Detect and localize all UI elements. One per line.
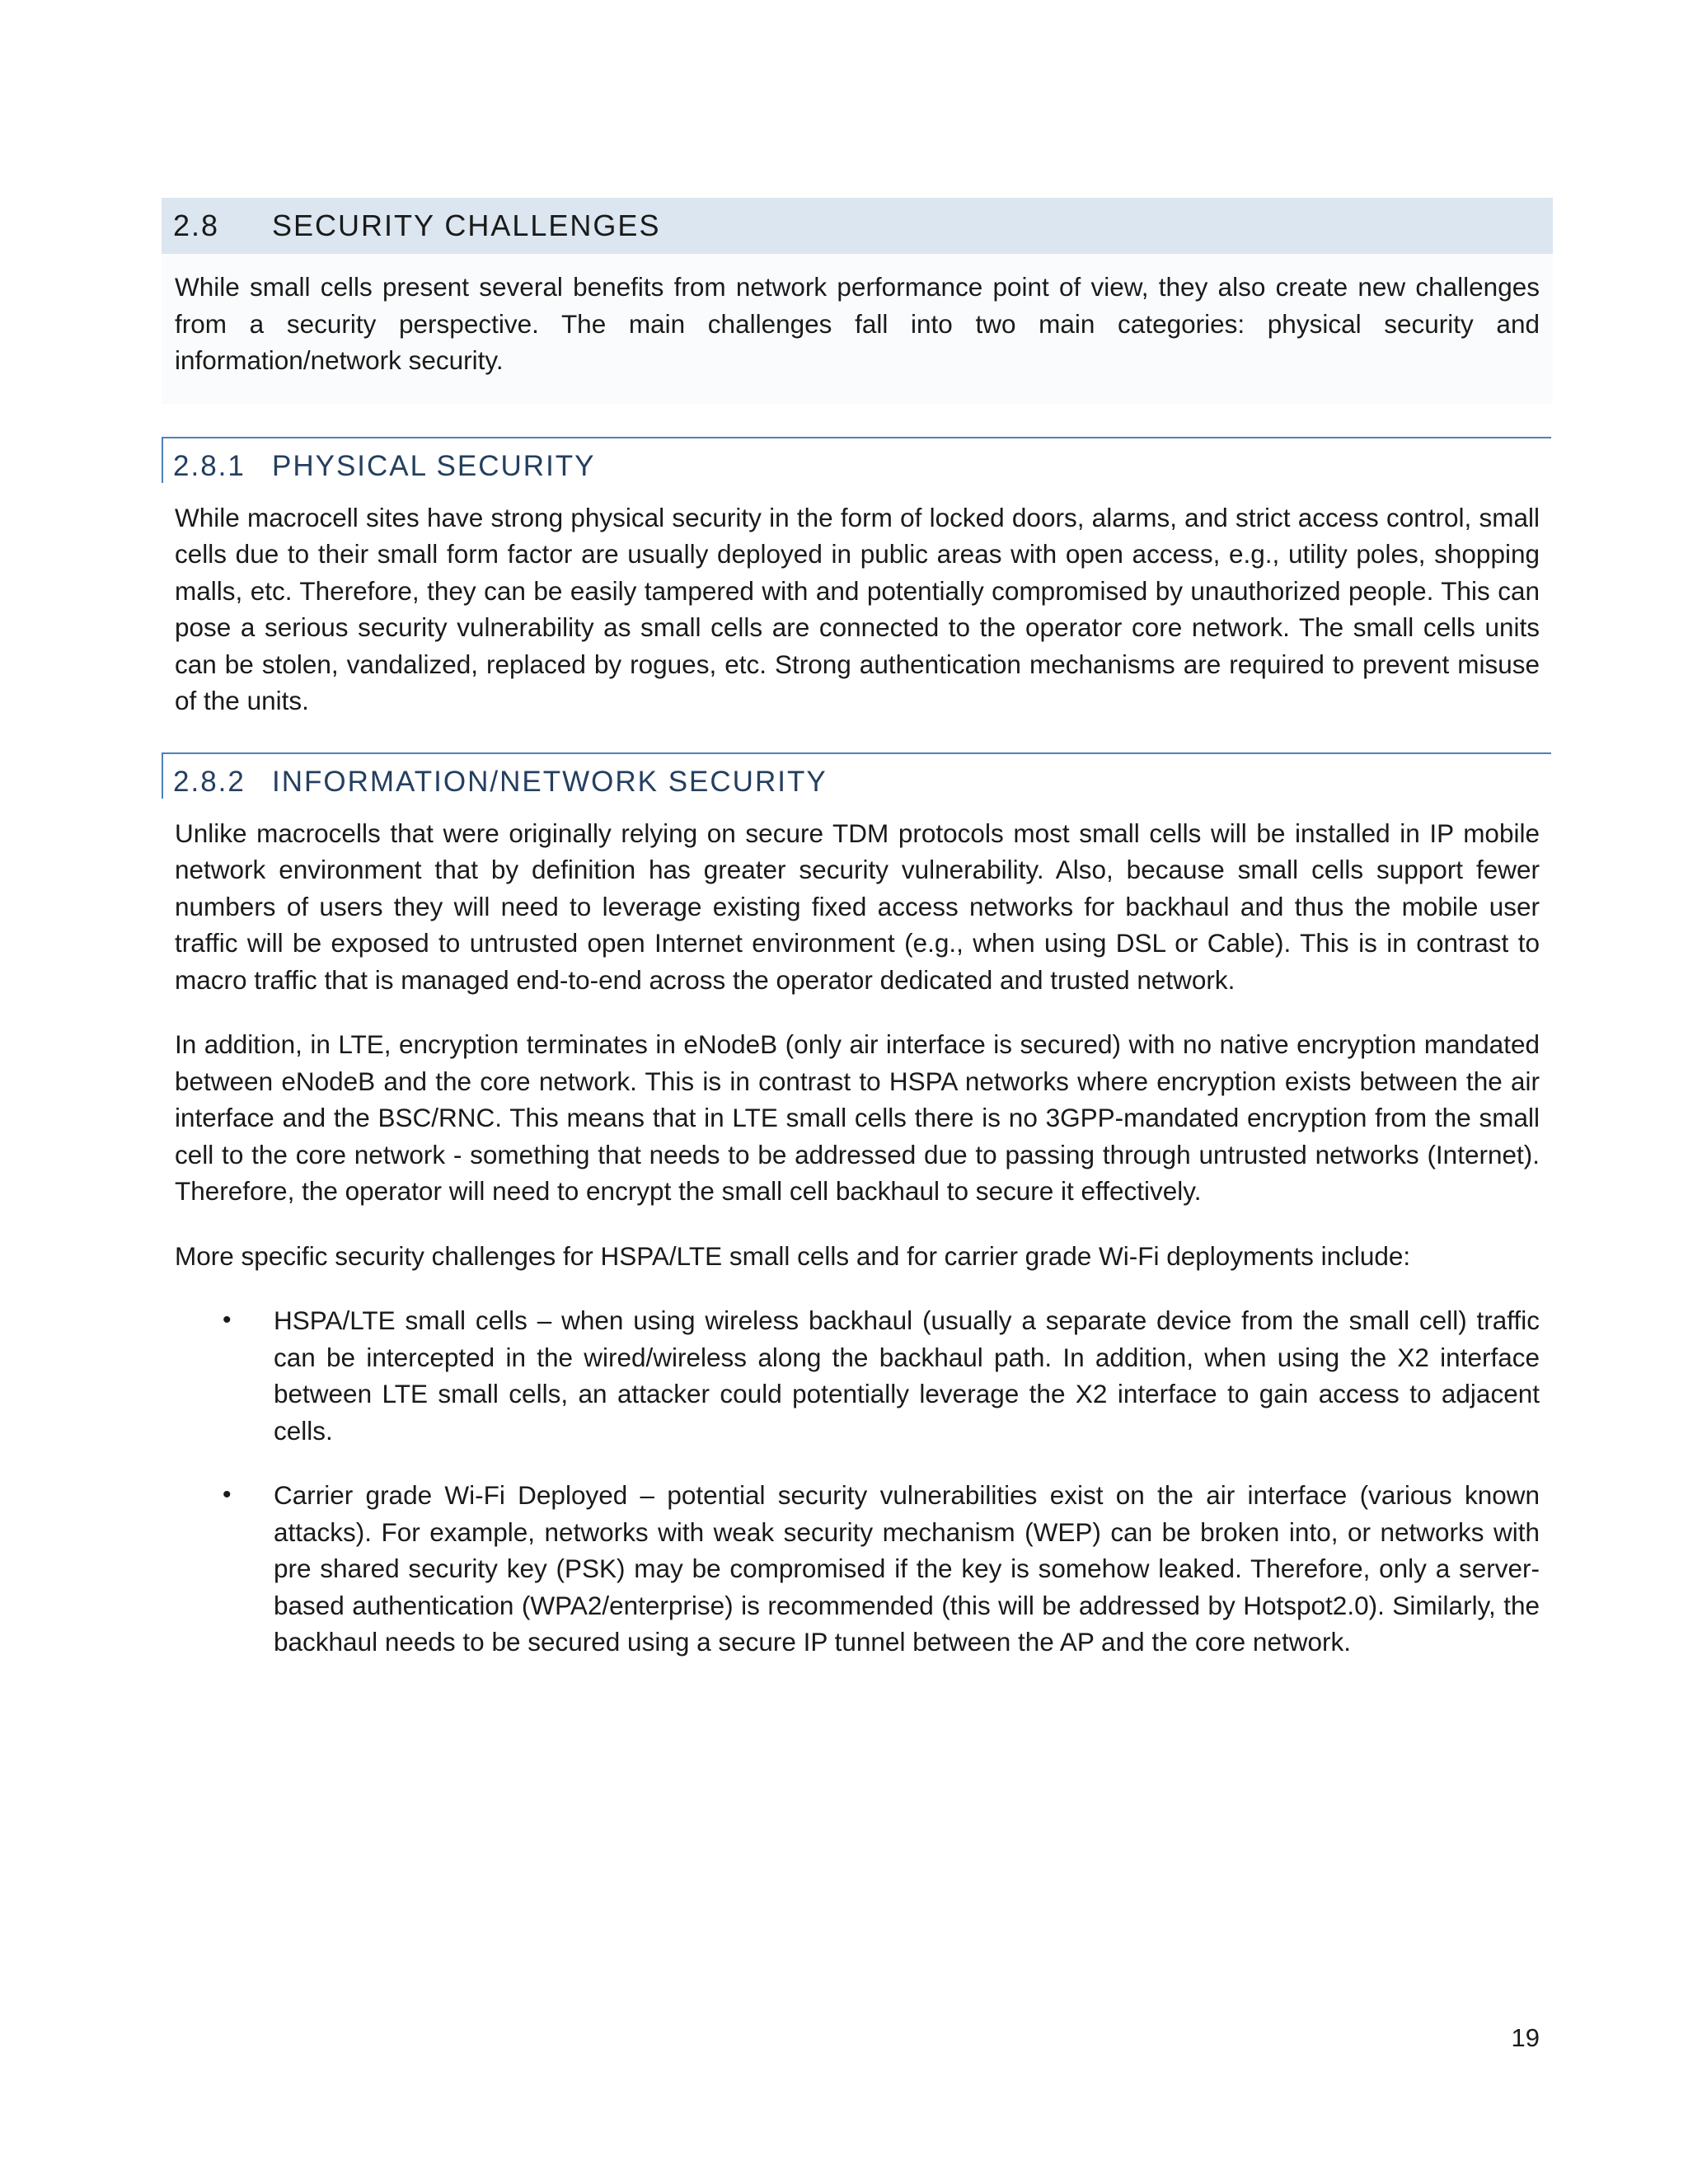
page-number: 19	[1511, 2023, 1540, 2052]
network-security-section	[162, 799, 1553, 1661]
list-item-text: Carrier grade Wi-Fi Deployed – potential security vulnerabilities exist on the air interface (various known attacks). For example, networks with weak security mechanism (WEP) can be broken into, or networks with pre shared security key (PSK) may be compromised if the key is somehow leaked. Therefore, only a server-based authentication (WPA2/enterprise) is recommended (this will be addressed by Hotspot2.0). Similarly, the backhaul needs to be secured using a secure IP tunnel between the AP and the core network.	[274, 1480, 1540, 1657]
subsection-number: 2.8.2	[173, 765, 246, 798]
section-intro	[162, 254, 1553, 404]
list-item-text: HSPA/LTE small cells – when using wireless backhaul (usually a separate device from the small cell) traffic can be intercepted in the wired/wireless along the backhaul path. In addition, when using the X2 interface between LTE small cells, an attacker could potentially leverage the X2 interface to gain access to adjacent cells.	[274, 1305, 1540, 1446]
network-paragraph: In addition, in LTE, encryption terminates in eNodeB (only air interface is secured) with no native encryption mandated between eNodeB and the core network. This is in contrast to HSPA networks where encryption exists between the air interface and the BSC/RNC. This means that in LTE small cells there is no 3GPP-mandated encryption from the small cell to the core network - something that needs to be addressed due to passing through untrusted networks (Internet). Therefore, the operator will need to encrypt the small cell backhaul to secure it effectively.	[175, 1029, 1540, 1206]
physical-paragraph: While macrocell sites have strong physical security in the form of locked doors, alarms, and strict access control, small cells due to their small form factor are usually deployed in public areas with open access, e.g., utility poles, shopping malls, etc. Therefore, they can be easily tampered with and potentially compromised by unauthorized people. This can pose a serious security vulnerability as small cells are connected to the operator core network. The small cells units can be stolen, vandalized, replaced by rogues, etc. Strong authentication mechanisms are required to prevent misuse of the units.	[175, 502, 1540, 715]
subsection-number: 2.8.1	[173, 449, 246, 482]
network-paragraph: More specific security challenges for HSPA/LTE small cells and for carrier grade Wi-Fi deployments include:	[175, 1240, 1411, 1271]
network-paragraph: Unlike macrocells that were originally relying on secure TDM protocols most small cells will be installed in IP mobile network environment that by definition has greater security vulnerability. Also, because small cells support fewer numbers of users they will need to leverage existing fixed access networks for backhaul and thus the mobile user traffic will be exposed to untrusted open Internet environment (e.g., when using DSL or Cable). This is in contrast to macro traffic that is managed end-to-end across the operator dedicated and trusted network.	[175, 818, 1540, 995]
subsection-title: PHYSICAL SECURITY	[272, 449, 596, 482]
subsection-heading-physical	[162, 437, 1551, 483]
intro-paragraph: While small cells present several benefits from network performance point of view, they also create new challenges from a security perspective. The main challenges fall into two main categories: physical security and information/network security.	[175, 272, 1540, 375]
bullet-icon: •	[223, 1481, 232, 1508]
document-page	[162, 198, 1553, 1661]
section-title: SECURITY CHALLENGES	[272, 209, 661, 242]
bullet-icon: •	[223, 1306, 232, 1333]
challenges-list	[175, 1302, 1540, 1661]
physical-security-section	[162, 483, 1553, 719]
list-item	[175, 1477, 1540, 1661]
section-number: 2.8	[173, 209, 220, 242]
list-item	[175, 1302, 1540, 1449]
subsection-title: INFORMATION/NETWORK SECURITY	[272, 765, 828, 798]
section-heading	[162, 198, 1553, 254]
subsection-heading-network	[162, 752, 1551, 799]
